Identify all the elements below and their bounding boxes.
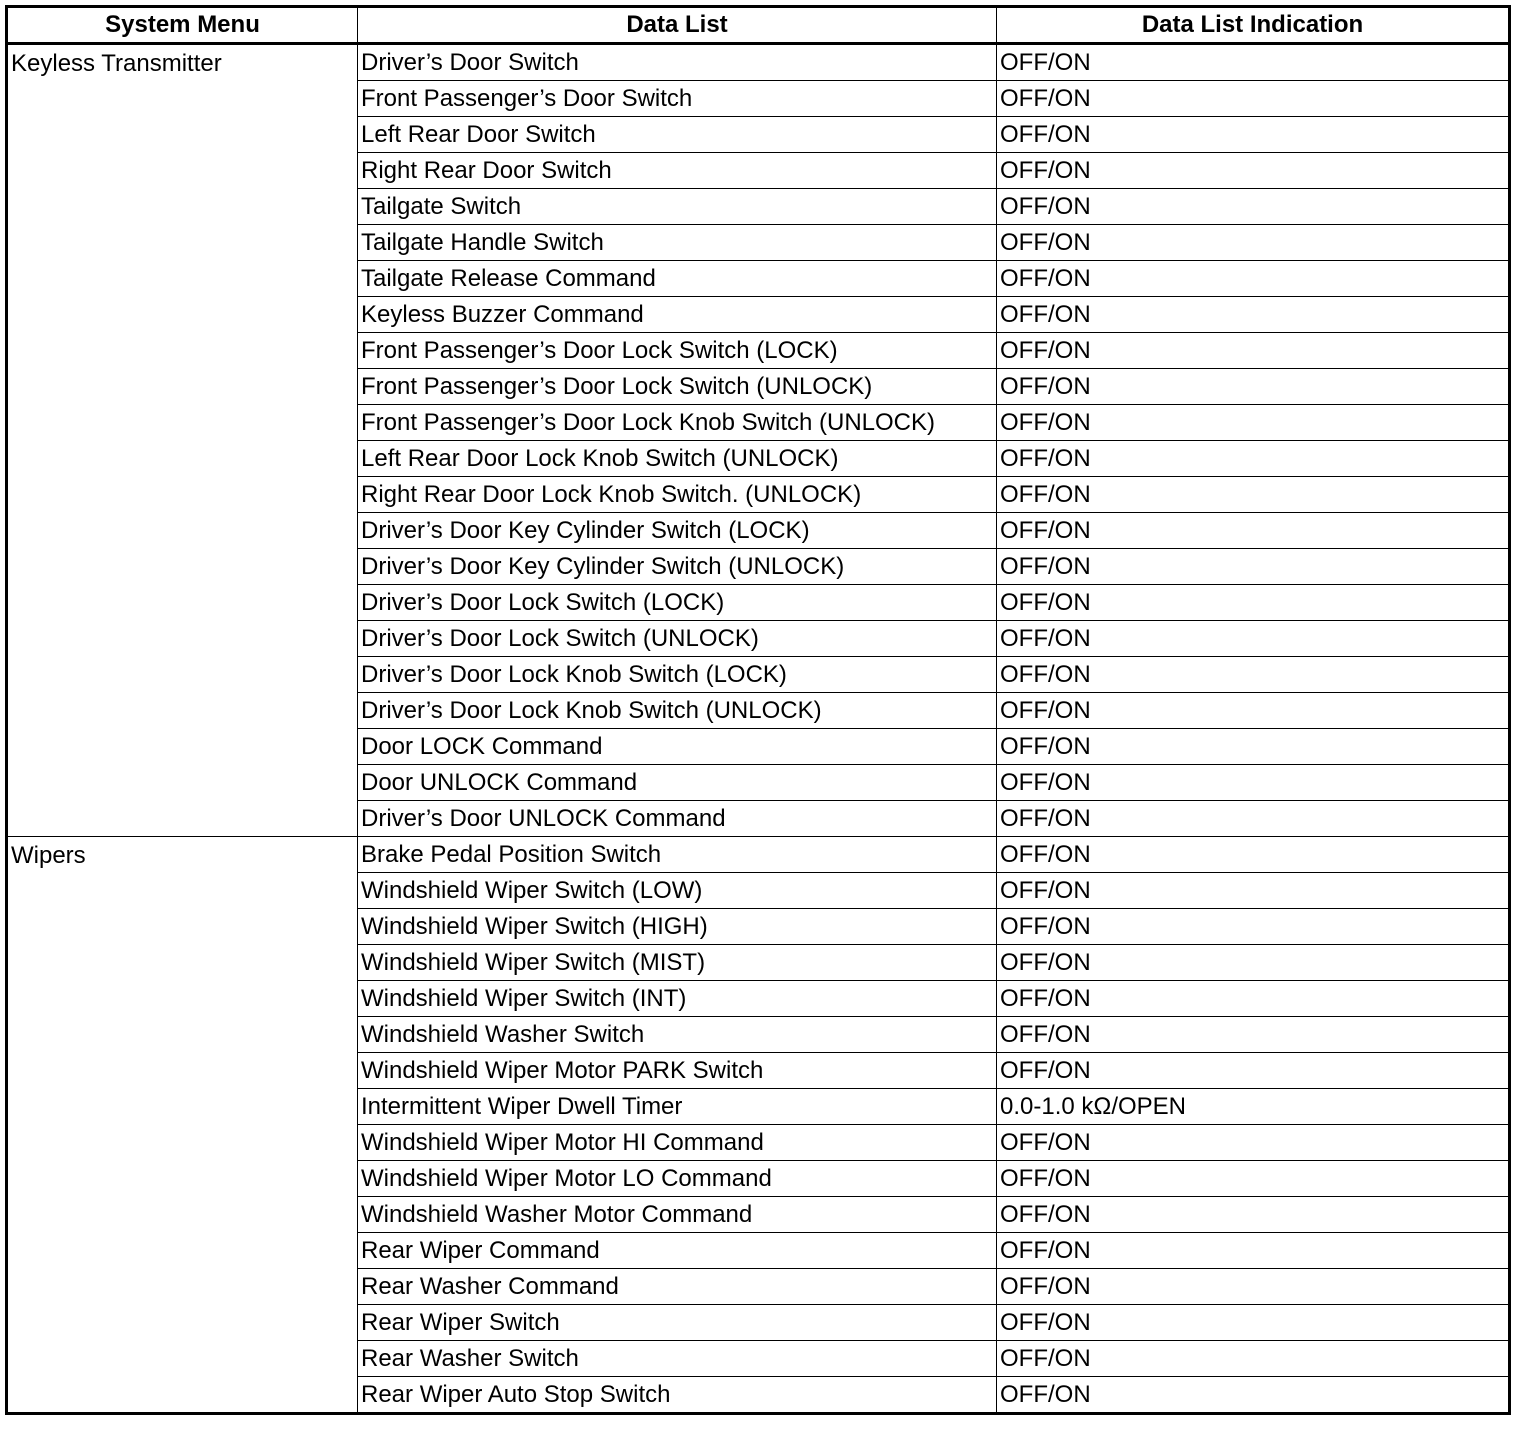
header-row xyxy=(7,7,1510,44)
data-list-cell: Brake Pedal Position Switch xyxy=(358,837,997,873)
data-list-cell: Windshield Washer Switch xyxy=(358,1017,997,1053)
indication-cell: OFF/ON xyxy=(997,801,1510,837)
indication-cell: OFF/ON xyxy=(997,1053,1510,1089)
data-list-cell: Driver’s Door Lock Switch (LOCK) xyxy=(358,585,997,621)
table-row xyxy=(7,837,1510,873)
data-list-cell: Driver’s Door Switch xyxy=(358,44,997,81)
indication-cell: OFF/ON xyxy=(997,44,1510,81)
indication-cell: OFF/ON xyxy=(997,81,1510,117)
data-list-cell: Driver’s Door UNLOCK Command xyxy=(358,801,997,837)
system-menu-cell: Keyless Transmitter xyxy=(7,44,358,837)
indication-cell: OFF/ON xyxy=(997,225,1510,261)
data-list-cell: Right Rear Door Switch xyxy=(358,153,997,189)
data-list-cell: Rear Wiper Switch xyxy=(358,1305,997,1341)
data-list-cell: Windshield Washer Motor Command xyxy=(358,1197,997,1233)
indication-cell: OFF/ON xyxy=(997,369,1510,405)
indication-cell: OFF/ON xyxy=(997,333,1510,369)
data-list-cell: Front Passenger’s Door Lock Switch (UNLOCK) xyxy=(358,369,997,405)
indication-cell: OFF/ON xyxy=(997,1161,1510,1197)
data-list-cell: Windshield Wiper Switch (LOW) xyxy=(358,873,997,909)
indication-cell: OFF/ON xyxy=(997,1305,1510,1341)
indication-cell: OFF/ON xyxy=(997,261,1510,297)
indication-cell: OFF/ON xyxy=(997,1233,1510,1269)
indication-cell: OFF/ON xyxy=(997,621,1510,657)
data-list-cell: Keyless Buzzer Command xyxy=(358,297,997,333)
indication-cell: OFF/ON xyxy=(997,1017,1510,1053)
data-list-table xyxy=(5,5,1511,1415)
indication-cell: OFF/ON xyxy=(997,657,1510,693)
data-list-cell: Tailgate Release Command xyxy=(358,261,997,297)
indication-cell: OFF/ON xyxy=(997,441,1510,477)
indication-cell: OFF/ON xyxy=(997,405,1510,441)
indication-cell: OFF/ON xyxy=(997,117,1510,153)
data-list-cell: Left Rear Door Switch xyxy=(358,117,997,153)
indication-cell: 0.0-1.0 kΩ/OPEN xyxy=(997,1089,1510,1125)
indication-cell: OFF/ON xyxy=(997,585,1510,621)
data-list-cell: Right Rear Door Lock Knob Switch. (UNLOCK) xyxy=(358,477,997,513)
header-data-list-indication: Data List Indication xyxy=(997,7,1510,44)
data-list-cell: Windshield Wiper Motor PARK Switch xyxy=(358,1053,997,1089)
table-row xyxy=(7,44,1510,81)
data-list-cell: Windshield Wiper Motor LO Command xyxy=(358,1161,997,1197)
indication-cell: OFF/ON xyxy=(997,873,1510,909)
data-list-cell: Windshield Wiper Motor HI Command xyxy=(358,1125,997,1161)
data-list-cell: Front Passenger’s Door Switch xyxy=(358,81,997,117)
data-list-cell: Driver’s Door Key Cylinder Switch (UNLOCK) xyxy=(358,549,997,585)
data-list-cell: Front Passenger’s Door Lock Switch (LOCK) xyxy=(358,333,997,369)
indication-cell: OFF/ON xyxy=(997,837,1510,873)
data-list-cell: Tailgate Handle Switch xyxy=(358,225,997,261)
indication-cell: OFF/ON xyxy=(997,981,1510,1017)
data-list-cell: Rear Washer Command xyxy=(358,1269,997,1305)
data-list-cell: Intermittent Wiper Dwell Timer xyxy=(358,1089,997,1125)
data-list-cell: Windshield Wiper Switch (INT) xyxy=(358,981,997,1017)
indication-cell: OFF/ON xyxy=(997,1377,1510,1414)
data-list-cell: Tailgate Switch xyxy=(358,189,997,225)
indication-cell: OFF/ON xyxy=(997,477,1510,513)
data-list-cell: Windshield Wiper Switch (MIST) xyxy=(358,945,997,981)
indication-cell: OFF/ON xyxy=(997,153,1510,189)
data-list-cell: Windshield Wiper Switch (HIGH) xyxy=(358,909,997,945)
data-list-cell: Door UNLOCK Command xyxy=(358,765,997,801)
indication-cell: OFF/ON xyxy=(997,909,1510,945)
data-list-cell: Driver’s Door Lock Switch (UNLOCK) xyxy=(358,621,997,657)
indication-cell: OFF/ON xyxy=(997,945,1510,981)
indication-cell: OFF/ON xyxy=(997,765,1510,801)
data-list-cell: Driver’s Door Lock Knob Switch (LOCK) xyxy=(358,657,997,693)
data-list-cell: Rear Wiper Command xyxy=(358,1233,997,1269)
indication-cell: OFF/ON xyxy=(997,729,1510,765)
indication-cell: OFF/ON xyxy=(997,1341,1510,1377)
indication-cell: OFF/ON xyxy=(997,513,1510,549)
data-list-cell: Driver’s Door Key Cylinder Switch (LOCK) xyxy=(358,513,997,549)
data-list-cell: Door LOCK Command xyxy=(358,729,997,765)
indication-cell: OFF/ON xyxy=(997,189,1510,225)
header-data-list: Data List xyxy=(358,7,997,44)
header-system-menu: System Menu xyxy=(7,7,358,44)
indication-cell: OFF/ON xyxy=(997,297,1510,333)
data-list-cell: Rear Washer Switch xyxy=(358,1341,997,1377)
data-list-cell: Front Passenger’s Door Lock Knob Switch (UNLOCK) xyxy=(358,405,997,441)
table-body xyxy=(7,44,1510,1414)
data-list-cell: Left Rear Door Lock Knob Switch (UNLOCK) xyxy=(358,441,997,477)
indication-cell: OFF/ON xyxy=(997,693,1510,729)
indication-cell: OFF/ON xyxy=(997,1197,1510,1233)
system-menu-cell: Wipers xyxy=(7,837,358,1414)
data-list-cell: Rear Wiper Auto Stop Switch xyxy=(358,1377,997,1414)
indication-cell: OFF/ON xyxy=(997,1269,1510,1305)
indication-cell: OFF/ON xyxy=(997,549,1510,585)
indication-cell: OFF/ON xyxy=(997,1125,1510,1161)
data-list-cell: Driver’s Door Lock Knob Switch (UNLOCK) xyxy=(358,693,997,729)
